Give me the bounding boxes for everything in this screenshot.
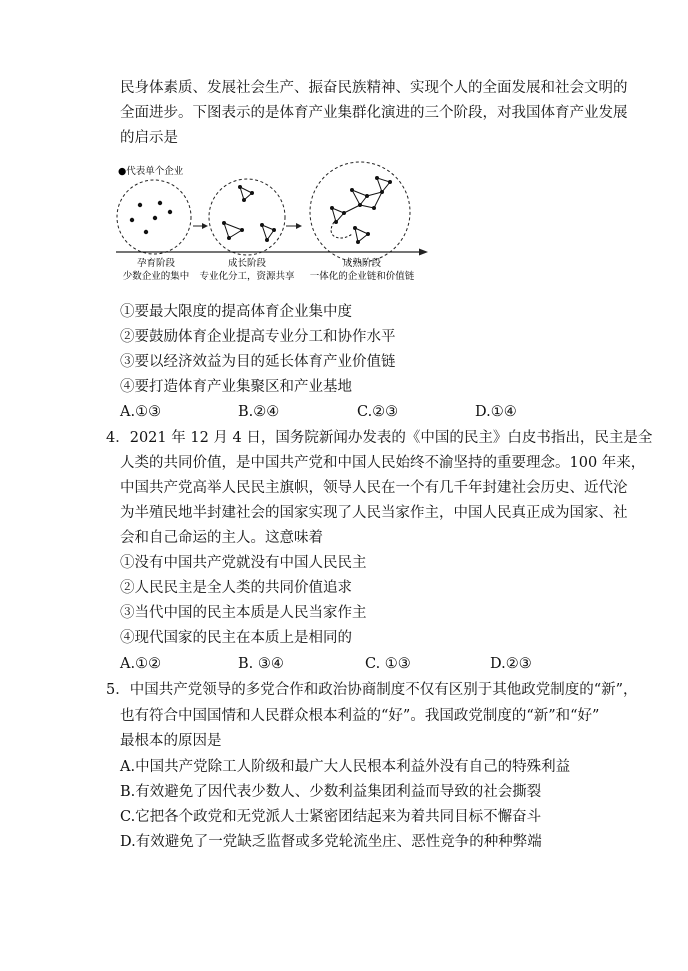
timeline-arrowhead (419, 249, 428, 256)
q3-statement-1: ①要最大限度的提高体育企业集中度 (120, 304, 352, 320)
q3-statement-3: ③要以经济效益为目的延长体育产业价值链 (120, 354, 396, 370)
q5-option-d[interactable]: D.有效避免了一党缺乏监督或多党轮流坐庄、恶性竞争的种种弊端 (120, 834, 542, 850)
q3-stem-line-2: 全面进步。下图表示的是体育产业集群化演进的三个阶段，对我国体育产业发展 (120, 105, 628, 121)
stage1-enterprises (130, 201, 172, 234)
diagram-legend: ●代表单个企业 (118, 166, 184, 177)
q5-option-c[interactable]: C.它把各个政党和无党派人士紧密团结起来为着共同目标不懈奋斗 (120, 809, 542, 825)
stage2-desc: 专业化分工，资源共享 (199, 271, 295, 282)
q4-option-a[interactable]: A.①② (120, 656, 162, 672)
q5-option-a[interactable]: A.中国共产党除工人阶级和最广大人民根本利益外没有自己的特殊利益 (120, 759, 571, 775)
q3-statement-4: ④要打造体育产业集聚区和产业基地 (120, 379, 352, 395)
q4-stem-line-4: 为半殖民地半封建社会的国家实现了人民当家作主，中国人民真正成为国家、社 (120, 505, 628, 521)
stage1-desc: 少数企业的集中 (122, 271, 190, 282)
q4-stem-line-1: 4．2021 年 12 月 4 日，国务院新闻办发表的《中国的民主》白皮书指出，民主是全 (106, 430, 653, 446)
q4-stem-line-5: 会和自己命运的主人。这意味着 (120, 530, 323, 546)
q4-stem-line-3: 中国共产党高举人民民主旗帜，领导人民在一个有几千年封建社会历史、近代沦 (120, 480, 628, 496)
q4-option-c[interactable]: C. ①③ (365, 656, 411, 672)
stage3-circle (310, 162, 410, 262)
q4-statement-3: ③当代中国的民主本质是人民当家作主 (120, 605, 367, 621)
q5-option-b[interactable]: B.有效避免了因代表少数人、少数利益集团利益而导致的社会撕裂 (120, 784, 542, 800)
stage1-name: 孕育阶段 (136, 258, 176, 269)
q5-stem-line-1: 5．中国共产党领导的多党合作和政治协商制度不仅有区别于其他政党制度的“新”， (106, 682, 638, 698)
q4-stem-line-2: 人类的共同价值，是中国共产党和中国人民始终不渝坚持的重要理念。100 年来， (120, 455, 646, 471)
stage-arrow-2-head (296, 223, 302, 229)
q4-option-b[interactable]: B. ③④ (238, 656, 284, 672)
stage3-dashed-link (331, 222, 352, 238)
q3-option-c[interactable]: C.②③ (357, 404, 399, 420)
stage2-enterprises (222, 185, 276, 242)
q3-option-b[interactable]: B.②④ (238, 404, 280, 420)
stage-arrow-1-head (202, 223, 208, 229)
stage3-enterprises (330, 176, 392, 244)
q4-option-d[interactable]: D.②③ (490, 656, 532, 672)
stage2-name: 成长阶段 (227, 258, 267, 269)
q3-stem-line-3: 的启示是 (120, 130, 178, 146)
q3-stem-line-1: 民身体素质、发展社会生产、振奋民族精神、实现个人的全面发展和社会文明的 (120, 80, 628, 96)
stage3-name: 成熟阶段 (342, 258, 382, 269)
q4-statement-2: ②人民民主是全人类的共同价值追求 (120, 580, 352, 596)
q4-statement-1: ①没有中国共产党就没有中国人民民主 (120, 555, 367, 571)
q3-option-d[interactable]: D.①④ (475, 404, 517, 420)
q3-option-a[interactable]: A.①③ (120, 404, 162, 420)
stage3-desc: 一体化的企业链和价值链 (309, 271, 415, 282)
q3-statement-2: ②要鼓励体育企业提高专业分工和协作水平 (120, 329, 396, 345)
q5-stem-line-3: 最根本的原因是 (120, 733, 222, 749)
q5-stem-line-2: 也有符合中国国情和人民群众根本利益的“好”。我国政党制度的“新”和“好” (120, 708, 600, 724)
cluster-evolution-diagram (112, 160, 432, 290)
q4-statement-4: ④现代国家的民主在本质上是相同的 (120, 630, 352, 646)
stage3-network (332, 178, 390, 242)
stage2-triangles (224, 187, 274, 240)
